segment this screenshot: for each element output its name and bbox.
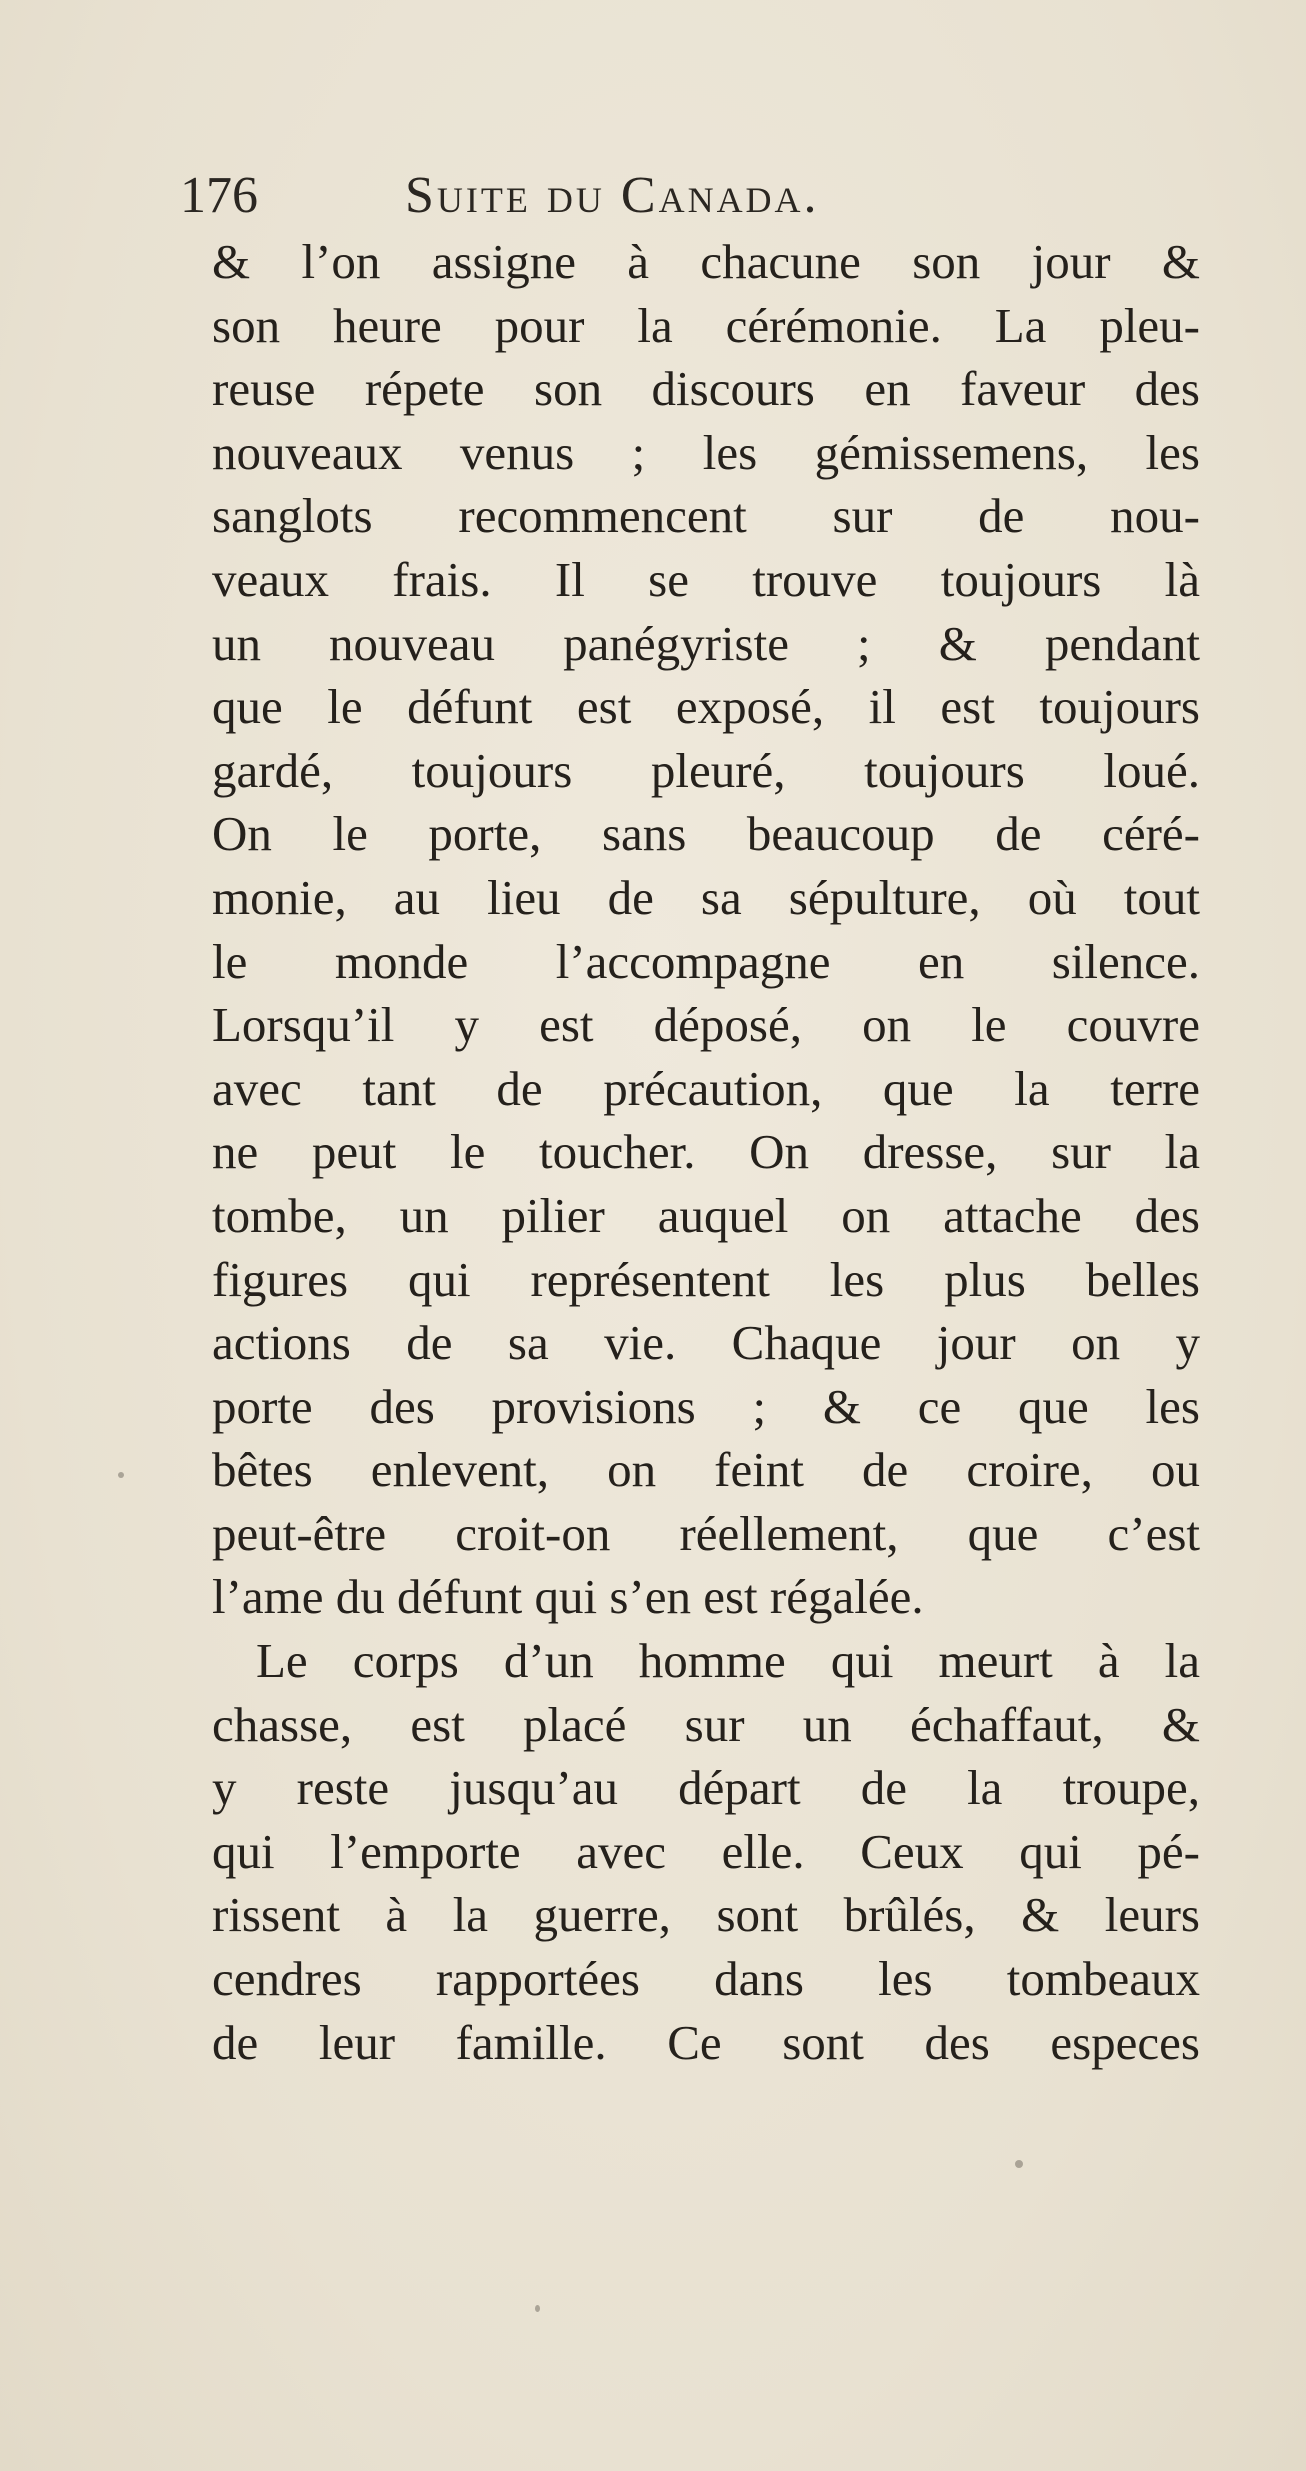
text-line: un nouveau panégyriste ; & pendant — [212, 615, 1200, 671]
text-line: l’ame du défunt qui s’en est régalée. — [212, 1569, 924, 1625]
text-line: y reste jusqu’au départ de la troupe, — [212, 1760, 1200, 1816]
page-header — [180, 158, 1040, 238]
text-line: le monde l’accompagne en silence. — [212, 933, 1200, 989]
running-title: Suite du Canada. — [405, 167, 820, 224]
text-line: figures qui représentent les plus belles — [212, 1251, 1200, 1307]
text-line: Lorsqu’il y est déposé, on le couvre — [212, 997, 1200, 1053]
text-line: qui l’emporte avec elle. Ceux qui pé- — [212, 1823, 1200, 1879]
ink-speck — [118, 1472, 124, 1478]
text-line: nouveaux venus ; les gémissemens, les — [212, 424, 1200, 480]
page-number: 176 — [180, 167, 258, 224]
text-line: On le porte, sans beaucoup de céré- — [212, 806, 1200, 862]
text-line: monie, au lieu de sa sépulture, où tout — [212, 869, 1200, 925]
text-line: bêtes enlevent, on feint de croire, ou — [212, 1442, 1200, 1498]
text-line: veaux frais. Il se trouve toujours là — [212, 551, 1200, 607]
ink-speck — [535, 2305, 540, 2312]
text-line: son heure pour la cérémonie. La pleu- — [212, 297, 1200, 353]
text-line: que le défunt est exposé, il est toujours — [212, 679, 1200, 735]
text-line: porte des provisions ; & ce que les — [212, 1378, 1200, 1434]
text-line: avec tant de précaution, que la terre — [212, 1060, 1200, 1116]
text-line: Le corps d’un homme qui meurt à la — [256, 1633, 1200, 1689]
text-line: reuse répete son discours en faveur des — [212, 361, 1200, 417]
text-line: actions de sa vie. Chaque jour on y — [212, 1315, 1200, 1371]
text-line: sanglots recommencent sur de nou- — [212, 488, 1200, 544]
text-line: ne peut le toucher. On dresse, sur la — [212, 1124, 1200, 1180]
text-line: tombe, un pilier auquel on attache des — [212, 1187, 1200, 1243]
text-line: rissent à la guerre, sont brûlés, & leurs — [212, 1887, 1200, 1943]
text-line: & l’on assigne à chacune son jour & — [212, 234, 1200, 289]
text-line: gardé, toujours pleuré, toujours loué. — [212, 742, 1200, 798]
text-line: de leur famille. Ce sont des especes — [212, 2014, 1200, 2070]
body-text — [212, 230, 1200, 2074]
text-line: cendres rapportées dans les tombeaux — [212, 1951, 1200, 2007]
text-line: peut-être croit-on réellement, que c’est — [212, 1505, 1200, 1561]
ink-speck — [1015, 2160, 1023, 2168]
text-line: chasse, est placé sur un échaffaut, & — [212, 1696, 1200, 1752]
